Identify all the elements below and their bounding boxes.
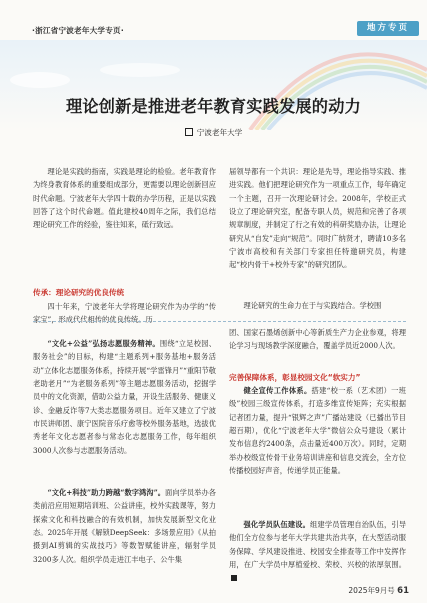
article-title: 理论创新是推进老年教育实践发展的动力	[66, 97, 361, 116]
page-footer	[348, 585, 409, 596]
publicity-body: 搭建“校一系（艺术团）一班级”校园三级宣传体系，打造多维宣传矩阵；充实根据记者团力量，提升“银辉之声”广播站建设（已播出节目超百期），优化“宁波老年大学”微信公众号建设（累计发布信息约2400条，点击量近400万次）。同时，定期举办校级宣传骨干业务培训讲座和信息交流会，全方位传播校园好声音，传递学员正能量。	[229, 386, 406, 476]
culture-welfare-body: 围绕“立足校园、服务社会”的目标，构建“主题系列+服务基地+服务活动”立体化志愿服务体系，持续开展“学雷锋月”“重阳节敬老助老月”“为老服务系列”等主题志愿服务活动，挖掘学员中的文化资源，借助公益力量，开设生活服务、健康义诊、金融反诈等7大类志愿服务项目。近年又建立了宁波市民讲师团、康宁医院音乐疗愈等校外服务基地，选拔优秀老年文化志愿者参与常态化志愿服务工作，每年组织3000人次参与志愿服务活动。	[33, 339, 216, 455]
intro-paragraph-right: 届领导都有一个共识：理论是先导，理论指导实践、推进实践。他们把理论研究作为一项重点工作，每年确定一个主题，召开一次理论研讨会。2008年，学校正式设立了理论研究室，配备专职人员，规范和完善了各项规章制度，并制定了行之有效的科研奖励办法，让理论研究从“自发”走向“规范”。同时广纳贤才，聘请10多名宁波市高校和有关部门专家担任特邀研究员，构建起“校内骨干+校外专家”的研究团队。	[229, 167, 406, 270]
team-building-heading: 强化学员队伍建设。	[243, 520, 311, 529]
culture-welfare-heading: “文化+公益”弘扬志愿服务精神。	[47, 339, 160, 348]
team-building-paragraph	[229, 518, 406, 585]
culture-welfare-paragraph	[33, 337, 216, 457]
team-building-body: 组建学员管理自治队伍，引导他们全方位参与老年大学共建共治共享，在大型活动服务保障、学风建设推进、校园安全排查等工作中发挥作用，在广大学员中厚植爱校、荣校、兴校的浓厚氛围。	[229, 520, 406, 570]
author-line	[0, 127, 427, 138]
author-box-icon	[185, 128, 193, 136]
subhead-support-system: 完善保障体系，彰显校园文化“软实力”	[229, 373, 361, 382]
enterprise-visit-paragraph: 团、国家石墨烯创新中心等新质生产力企业参观，将理论学习与现场教学深度融合，覆盖学员近2000人次。	[229, 328, 406, 351]
end-mark-icon	[231, 575, 237, 581]
practice-paragraph: 理论研究的生命力在于与实践结合。学校围	[243, 301, 382, 310]
issue-date: 2025年9月号	[348, 586, 395, 595]
heritage-paragraph: 四十年来，宁波老年大学将理论研究作为办学的“传家宝”，形成代代相传的优良传统。历	[33, 302, 216, 325]
author-name: 宁波老年大学	[196, 128, 243, 137]
publicity-heading: 健全宣传工作体系。	[243, 386, 312, 395]
section-label: ·浙江省宁波老年大学专页·	[32, 26, 124, 35]
intro-paragraph-left: 理论是实践的指南，实践是理论的检验。老年教育作为终身教育体系的重要组成部分，更需要以理论创新回应时代命题。宁波老年大学四十载的办学历程，正是以实践回答了这个时代命题。值此建校40周年之际，我们总结理论研究工作的经验，鉴往知来，砥行致远。	[33, 167, 216, 230]
culture-tech-heading: “文化+科技”助力跨越“数字鸿沟”。	[47, 488, 166, 497]
page-number: 61	[397, 586, 409, 596]
section-tag: 地方专页	[357, 21, 419, 36]
culture-tech-body: 面向学员举办各类前沿应用短期培训班、公益讲座，校外实践课等，努力探索文化和科技融合的有效机制，加快发展新型文化业态。2025年开展《解锁DeepSeek：多场景应用》《从拍摄到AI剪辑的实战技巧》等数智赋能讲座，辐射学员3200多人次。组织学员走进江丰电子、公牛集	[33, 488, 216, 564]
section-divider	[33, 321, 406, 322]
subhead-heritage: 传承：理论研究的优良传统	[33, 288, 125, 297]
publicity-paragraph	[229, 384, 406, 477]
culture-tech-paragraph	[33, 486, 216, 566]
